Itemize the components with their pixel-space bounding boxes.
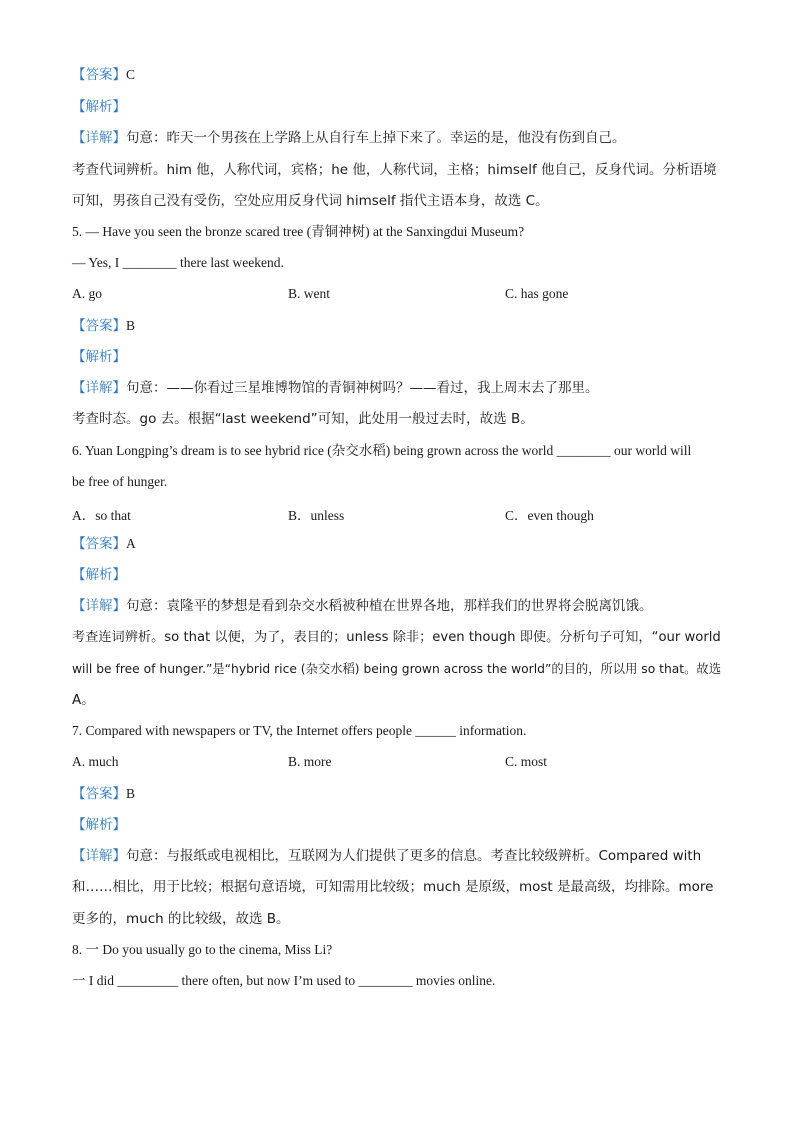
q6-detail-line-4: A。 bbox=[72, 692, 95, 708]
q6-option-c: C．even though bbox=[505, 508, 594, 523]
detail-tag: 【详解】 bbox=[72, 130, 126, 146]
q6-analysis-line bbox=[72, 566, 734, 585]
answer-tag: 【答案】 bbox=[72, 318, 126, 334]
q4-detail-line-2: 考查代词辨析。him 他，人称代词，宾格；he 他，人称代词，主格；himself 他自己，反身代词。分析语境 bbox=[72, 162, 717, 178]
q6-detail-line-3: will be free of hunger.”是“hybrid rice (杂交水稻) being grown across the world”的目的，所以用 so that。故选 bbox=[72, 662, 722, 676]
q6-detail-line-1 bbox=[72, 597, 734, 616]
q5-analysis-line bbox=[72, 348, 734, 367]
detail-tag: 【详解】 bbox=[72, 848, 126, 864]
q7-option-a: A. much bbox=[72, 754, 119, 769]
q7-detail-line-1 bbox=[72, 847, 734, 866]
q7-option-c: C. most bbox=[505, 754, 548, 769]
detail-tag: 【详解】 bbox=[72, 598, 126, 614]
q5-option-a: A. go bbox=[72, 286, 102, 301]
detail-text: 句意：与报纸或电视相比，互联网为人们提供了更多的信息。考查比较级辨析。Compared with bbox=[126, 848, 702, 864]
answer-tag: 【答案】 bbox=[72, 67, 126, 83]
q6-detail-line-2: 考查连词辨析。so that 以便，为了，表目的；unless 除非；even though 即使。分析句子可知，“our world bbox=[72, 630, 721, 645]
detail-text: 句意：昨天一个男孩在上学路上从自行车上掉下来了。幸运的是，他没有伤到自己。 bbox=[126, 130, 626, 146]
detail-tag: 【详解】 bbox=[72, 380, 126, 396]
q5-option-b: B. went bbox=[288, 286, 330, 301]
detail-text: 句意：——你看过三星堆博物馆的青铜神树吗？——看过，我上周末去了那里。 bbox=[126, 380, 599, 396]
q4-answer-line bbox=[72, 66, 734, 85]
q6-answer-line bbox=[72, 535, 734, 554]
answer-tag: 【答案】 bbox=[72, 536, 126, 552]
q5-option-c: C. has gone bbox=[505, 286, 569, 301]
analysis-tag: 【解析】 bbox=[72, 817, 126, 833]
answer-value: A bbox=[126, 536, 136, 551]
q5-detail-line-2: 考查时态。go 去。根据“last weekend”可知，此处用一般过去时，故选 B。 bbox=[72, 411, 534, 427]
q6-stem-line-2: be free of hunger. bbox=[72, 474, 168, 489]
answer-value: B bbox=[126, 786, 136, 801]
q8-stem-line-1: 8. 一 Do you usually go to the cinema, Miss Li? bbox=[72, 942, 333, 957]
q7-answer-line bbox=[72, 785, 734, 804]
answer-value: C bbox=[126, 67, 136, 82]
answer-value: B bbox=[126, 318, 136, 333]
q4-analysis-line bbox=[72, 98, 734, 117]
q5-answer-line bbox=[72, 317, 734, 336]
q6-stem-line-1: 6. Yuan Longping’s dream is to see hybrid rice (杂交水稻) being grown across the world ________ our world will bbox=[72, 443, 692, 458]
q8-stem-line-2: 一 I did _________ there often, but now I’m used to ________ movies online. bbox=[72, 973, 496, 988]
q5-stem-line-1: 5. — Have you seen the bronze scared tree (青铜神树) at the Sanxingdui Museum? bbox=[72, 224, 525, 239]
q6-option-a: A．so that bbox=[72, 508, 131, 523]
q5-detail-line-1 bbox=[72, 379, 734, 398]
analysis-tag: 【解析】 bbox=[72, 99, 126, 115]
answer-tag: 【答案】 bbox=[72, 786, 126, 802]
q7-analysis-line bbox=[72, 816, 734, 835]
analysis-tag: 【解析】 bbox=[72, 349, 126, 365]
q4-detail-line-1 bbox=[72, 129, 734, 148]
detail-text: 句意：袁隆平的梦想是看到杂交水稻被种植在世界各地，那样我们的世界将会脱离饥饿。 bbox=[126, 598, 653, 614]
q6-option-b: B．unless bbox=[288, 508, 345, 523]
analysis-tag: 【解析】 bbox=[72, 567, 126, 583]
q5-stem-line-2: — Yes, I ________ there last weekend. bbox=[72, 255, 284, 270]
q4-detail-line-3: 可知，男孩自己没有受伤，空处应用反身代词 himself 指代主语本身，故选 C。 bbox=[72, 193, 549, 209]
q7-stem-line-1: 7. Compared with newspapers or TV, the Internet offers people ______ information. bbox=[72, 723, 527, 738]
q7-detail-line-2: 和……相比，用于比较；根据句意语境，可知需用比较级；much 是原级，most 是最高级，均排除。more bbox=[72, 879, 714, 895]
q7-option-b: B. more bbox=[288, 754, 332, 769]
q7-detail-line-3: 更多的，much 的比较级，故选 B。 bbox=[72, 911, 290, 927]
